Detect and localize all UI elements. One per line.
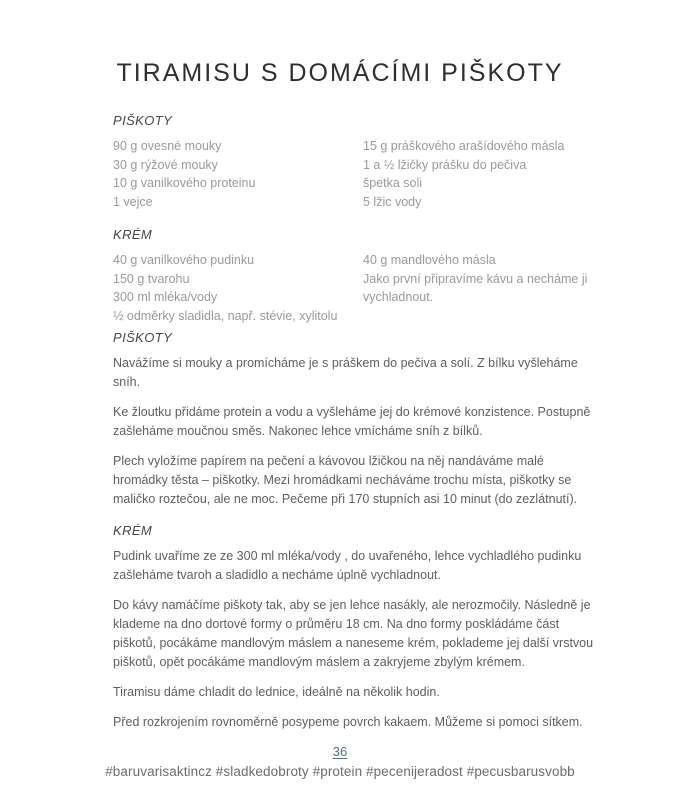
ingredient-line: 300 ml mléka/vody xyxy=(113,290,218,304)
ingredients-krem-columns xyxy=(113,251,595,325)
ingredient-line: špetka soli xyxy=(363,176,423,190)
ingredients-krem-right-column xyxy=(363,251,588,325)
ingredient-line: 40 g mandlového másla xyxy=(363,253,496,267)
recipe-content xyxy=(113,90,595,743)
ingredients-piskoty-heading: PIŠKOTY xyxy=(113,113,173,128)
ingredients-krem-left-column xyxy=(113,251,363,325)
instruction-paragraph: Před rozkrojením rovnoměrně posypeme povrch kakaem. Můžeme si pomoci sítkem. xyxy=(113,715,583,729)
instructions-piskoty-paragraphs xyxy=(113,354,595,509)
ingredients-piskoty-right-column xyxy=(363,137,588,211)
instruction-paragraph: Navážíme si mouky a promícháme je s práškem do pečiva a solí. Z bílku vyšleháme sníh. xyxy=(113,356,578,389)
ingredients-piskoty-columns xyxy=(113,137,595,211)
ingredients-piskoty-left-column xyxy=(113,137,363,211)
ingredient-line: 90 g ovesné mouky xyxy=(113,139,222,153)
instruction-paragraph: Do kávy namáčíme piškoty tak, aby se jen lehce nasákly, ale nerozmočily. Následně je klademe na dno dortové formy o průměru 18 cm. Na dno formy poskládáme část piškotů, pocákáme mandlovým máslem a naneseme krém, poklademe jej další vrstvou piškotů, opět pocákáme mandlovým máslem a zakryjeme zbylým krémem. xyxy=(113,598,594,669)
ingredient-line: ½ odměrky sladidla, např. stévie, xylitolu xyxy=(113,308,338,323)
ingredient-line: 40 g vanilkového pudinku xyxy=(113,253,255,267)
ingredient-line: 5 lžic vody xyxy=(363,194,422,209)
ingredient-line: 15 g práškového arašídového másla xyxy=(363,139,565,153)
instruction-paragraph: Pudink uvaříme ze ze 300 ml mléka/vody , do uvařeného, lehce vychladlého pudinku zašleháme tvaroh a sladidlo a necháme úplně vychladnout. xyxy=(113,549,582,582)
ingredient-line: 30 g rýžové mouky xyxy=(113,157,218,172)
ingredient-line: 150 g tvarohu xyxy=(113,271,190,286)
instruction-paragraph: Ke žloutku přidáme protein a vodu a vyšleháme jej do krémové konzistence. Postupně zašleháme moučnou směs. Nakonec lehce vmícháme sníh z bílků. xyxy=(113,405,591,438)
ingredient-line: 1 a ½ lžičky prášku do pečiva xyxy=(363,157,527,172)
instructions-krem-heading: KRÉM xyxy=(113,523,153,538)
page-number: 36 xyxy=(332,744,348,759)
ingredients-krem-heading: KRÉM xyxy=(113,227,153,242)
instruction-paragraph: Tiramisu dáme chladit do lednice, ideálně na několik hodin. xyxy=(113,685,440,699)
ingredient-line: Jako první připravíme kávu a necháme ji vychladnout. xyxy=(363,271,588,304)
hashtags-line: #baruvarisaktincz #sladkedobroty #protein #pecenijeradost #pecusbarusvobb xyxy=(105,764,575,779)
ingredient-line: 10 g vanilkového proteinu xyxy=(113,176,256,190)
instruction-paragraph: Plech vyložíme papírem na pečení a kávovou lžičkou na něj nandáváme malé hromádky těsta – piškotky. Mezi hromádkami necháváme trochu místa, piškotky se maličko roztečou, ale ne moc. Pečeme při 170 stupních asi 10 minut (do zezlátnutí). xyxy=(113,454,578,506)
instructions-krem-paragraphs xyxy=(113,547,595,732)
page-footer xyxy=(0,743,680,800)
ingredient-line: 1 vejce xyxy=(113,194,153,209)
page-title: TIRAMISU S DOMÁCÍMI PIŠKOTY xyxy=(116,59,564,87)
instructions-piskoty-heading: PIŠKOTY xyxy=(113,330,173,345)
